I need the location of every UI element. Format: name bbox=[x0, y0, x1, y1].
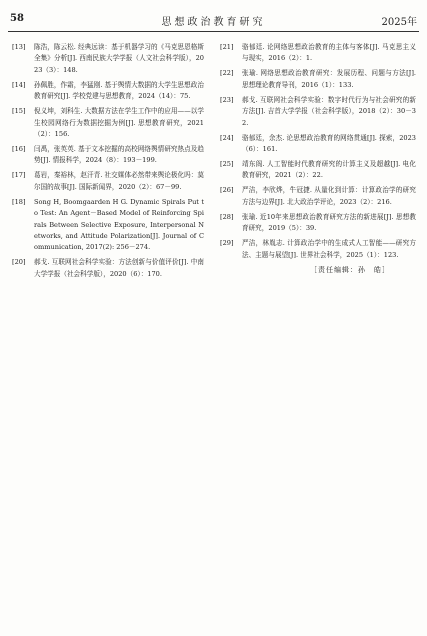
reference-number: [18] bbox=[12, 197, 26, 206]
reference-number: [23] bbox=[220, 95, 234, 104]
reference-number: [14] bbox=[12, 80, 26, 89]
reference-text: 闫禹，张英英. 基于文本挖掘的高校网络舆情研究热点及趋势[J]. 情报科学，2024（8）：193－199. bbox=[34, 145, 204, 165]
reference-text: 孙佩胜，作霜，李猛刚. 基于舆情大数据的大学生思想政治教育研究[J]. 学校党建与思想教育，2024（14）：75. bbox=[34, 80, 204, 101]
reference-item bbox=[220, 42, 416, 65]
reference-text: 倪义坤，刘科生. 大数据方法在学生工作中的应用——以学生校园网络行为数据挖掘为例[J]. 思想教育研究，2021（2）：156. bbox=[34, 107, 204, 139]
reference-text: 陈浩，陈云松. 经典远读：基于机器学习的《马克思恩格斯全集》分析[J]. 西南民族大学学报（人文社会科学版），2023（3）：148. bbox=[34, 43, 204, 74]
reference-text: 严洁，李欣烨，牛冠捷. 从量化到计算：计算政治学的研究方法与边界[J]. 北大政治学评论，2023（2）：216. bbox=[242, 186, 416, 206]
reference-item bbox=[12, 144, 204, 167]
reference-text: 骆郁廷，余杰. 论思想政治教育的网络贯通[J]. 探索，2023（6）：161. bbox=[242, 133, 416, 154]
reference-text: 郝戈. 互联网社会科学实验：数字时代行为与社会研究的新方法[J]. 吉首大学学报（社会科学版），2018（2）：30－32. bbox=[242, 95, 416, 127]
reference-item bbox=[220, 238, 416, 261]
reference-text: 严洁，林胤志. 计算政治学中的生成式人工智能——研究方法、主题与展望[J]. 世界社会科学，2025（1）：123. bbox=[242, 239, 416, 259]
reference-number: [28] bbox=[220, 212, 234, 221]
reference-number: [15] bbox=[12, 107, 26, 116]
reference-text: 靖东阁. 人工智能时代教育研究的计算主义及超越[J]. 电化教育研究，2021（2）：22. bbox=[242, 160, 416, 180]
reference-number: [24] bbox=[220, 133, 234, 142]
header-rule bbox=[8, 31, 419, 32]
reference-number: [29] bbox=[220, 239, 234, 248]
journal-title: 思想政治教育研究 bbox=[161, 17, 266, 28]
reference-item bbox=[220, 133, 416, 156]
reference-number: [16] bbox=[12, 145, 26, 154]
reference-text: 骆郁廷. 论网络思想政治教育的主体与客体[J]. 马克思主义与现实，2016（2）：1. bbox=[242, 43, 416, 63]
reference-item bbox=[12, 170, 204, 193]
reference-number: [20] bbox=[12, 258, 26, 267]
reference-text: 张瑜. 网络思想政治教育研究：发展历程、问题与方法[J]. 思想理论教育导刊，2016（1）：133. bbox=[242, 69, 416, 89]
reference-item bbox=[12, 80, 204, 103]
reference-text: 张瑜. 近10年来思想政治教育研究方法的新进展[J]. 思想教育研究，2019（5）：39. bbox=[242, 212, 416, 233]
reference-item bbox=[220, 159, 416, 182]
reference-text: 葛岩，秦裕林，赵汗青. 社交媒体必然带来舆论极化吗：莫尔国的故事[J]. 国际新闻界，2020（2）：67－99. bbox=[34, 171, 204, 191]
reference-item bbox=[12, 197, 204, 254]
references-right-column bbox=[220, 42, 416, 276]
reference-number: [22] bbox=[220, 69, 234, 78]
page-number: 58 bbox=[10, 13, 24, 24]
issue-year: 2025年 bbox=[381, 17, 417, 28]
reference-item bbox=[12, 106, 204, 140]
reference-number: [26] bbox=[220, 186, 234, 195]
references-left-column bbox=[12, 42, 204, 284]
reference-text: 郝戈. 互联网社会科学实验：方法创新与价值评价[J]. 中南大学学报（社会科学版），2020（6）：170. bbox=[34, 258, 204, 278]
reference-number: [21] bbox=[220, 43, 234, 51]
reference-number: [17] bbox=[12, 171, 26, 180]
reference-item bbox=[220, 68, 416, 91]
reference-item bbox=[220, 212, 416, 235]
editor-note: ［责任编辑：孙 皓］ bbox=[310, 265, 390, 274]
reference-text: Song H, Boomgaarden H G. Dynamic Spirals Put to Test: An Agent－Based Model of Reinforcing Spirals Between Selective Exposure, Interpersonal Networks, and Attitude Polarization[J]. Journal of Communication, 2017(2): 256－274. bbox=[34, 197, 204, 252]
reference-item bbox=[220, 95, 416, 129]
page-header bbox=[8, 13, 419, 29]
reference-item bbox=[220, 185, 416, 208]
reference-number: [25] bbox=[220, 160, 234, 169]
reference-item bbox=[12, 42, 204, 76]
reference-item bbox=[12, 257, 204, 280]
reference-number: [13] bbox=[12, 43, 26, 51]
